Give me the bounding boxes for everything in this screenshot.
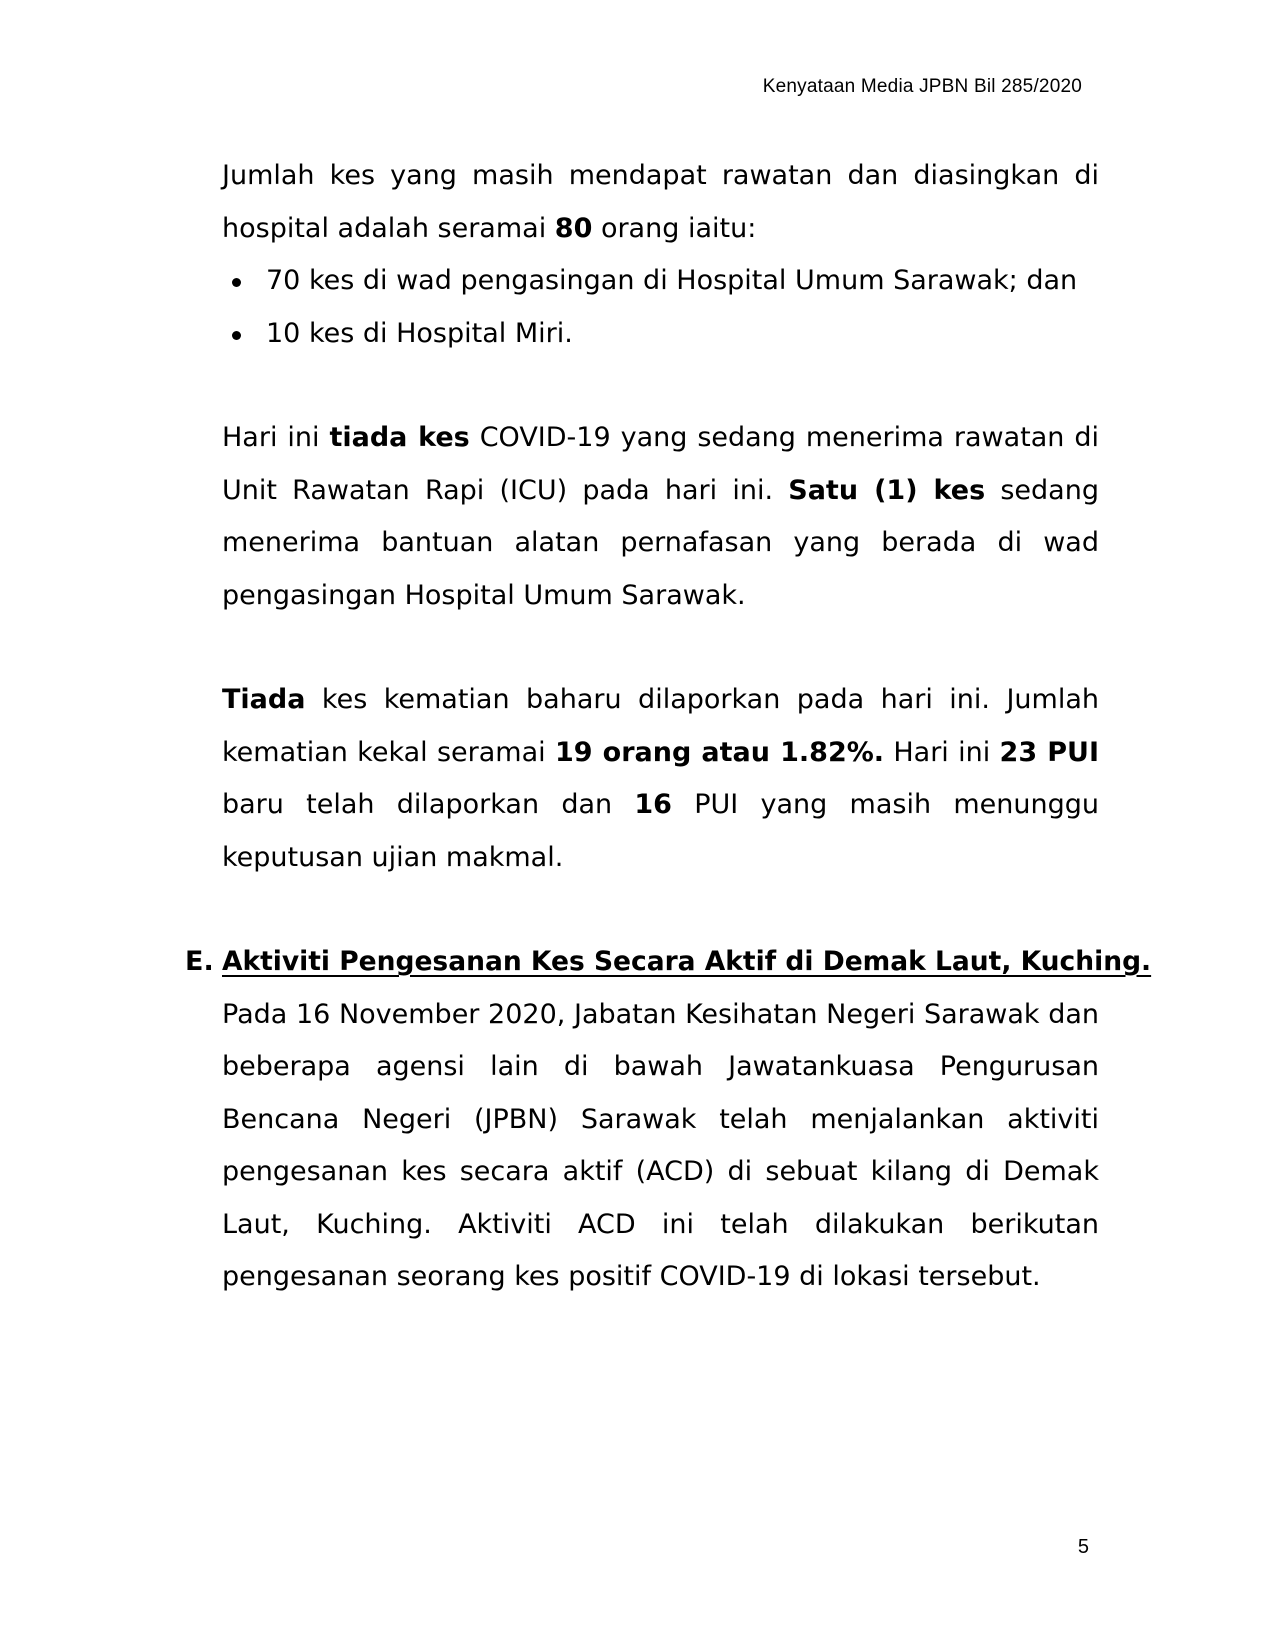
paragraph-text: COVID-19 yang sedang menerima rawatan di Unit Rawatan Rapi (ICU) pada hari ini. — [222, 422, 1099, 506]
list-item-text: 10 kes di Hospital Miri. — [266, 317, 573, 349]
paragraph-hospital-cases — [222, 150, 1099, 255]
bold-text: Tiada — [222, 684, 306, 715]
document-header-reference: Kenyataan Media JPBN Bil 285/2020 — [762, 76, 1082, 97]
paragraph-deaths-pui — [222, 674, 1099, 884]
paragraph-text: baru telah dilaporkan dan — [222, 789, 635, 820]
bold-text: 16 — [634, 789, 672, 820]
bullet-icon — [232, 331, 241, 340]
paragraph-icu — [222, 412, 1099, 622]
section-title: Aktiviti Pengesanan Kes Secara Aktif di Demak Laut, Kuching. — [222, 946, 1152, 977]
section-e — [185, 936, 1152, 1304]
paragraph-text: Hari ini — [222, 422, 330, 453]
paragraph-text: kes kematian baharu dilaporkan pada hari ini. Jumlah kematian kekal seramai — [222, 684, 1099, 768]
list-item — [222, 308, 1099, 361]
paragraph-text: PUI yang masih menunggu keputusan ujian makmal. — [222, 789, 1099, 873]
paragraph-text: sedang menerima bantuan alatan pernafasan yang berada di wad pengasingan Hospital Umum Sarawak. — [222, 474, 1099, 611]
paragraph-text: Jumlah kes yang masih mendapat rawatan dan diasingkan di hospital adalah seramai — [222, 160, 1099, 244]
page-number: 5 — [1077, 1536, 1089, 1558]
bold-text: Satu (1) kes — [788, 474, 986, 506]
paragraph-text: orang iaitu: — [592, 212, 757, 244]
paragraph-spacer — [222, 622, 1099, 674]
document-body — [185, 150, 1152, 1304]
section-letter: E. — [185, 946, 214, 977]
paragraph-spacer — [222, 884, 1099, 936]
paragraph-spacer — [222, 360, 1099, 412]
bold-text: 19 orang atau 1.82%. — [554, 736, 885, 768]
paragraph-text: Hari ini — [884, 736, 1000, 768]
bold-count: 80 — [554, 212, 593, 244]
list-item — [222, 255, 1099, 308]
bullet-list — [222, 255, 1099, 360]
list-item-text: 70 kes di wad pengasingan di Hospital Umum Sarawak; dan — [266, 265, 1078, 296]
bullet-icon — [232, 278, 241, 287]
bold-text: 23 PUI — [999, 736, 1099, 768]
section-body: Pada 16 November 2020, Jabatan Kesihatan Negeri Sarawak dan beberapa agensi lain di bawah Jawatankuasa Pengurusan Bencana Negeri (JPBN) Sarawak telah menjalankan aktiviti pengesanan kes secara aktif (ACD) di sebuat kilang di Demak Laut, Kuching. Aktiviti ACD ini telah dilakukan berikutan pengesanan seorang kes positif COVID-19 di lokasi tersebut. — [222, 998, 1099, 1292]
bold-text: tiada kes — [329, 422, 470, 453]
